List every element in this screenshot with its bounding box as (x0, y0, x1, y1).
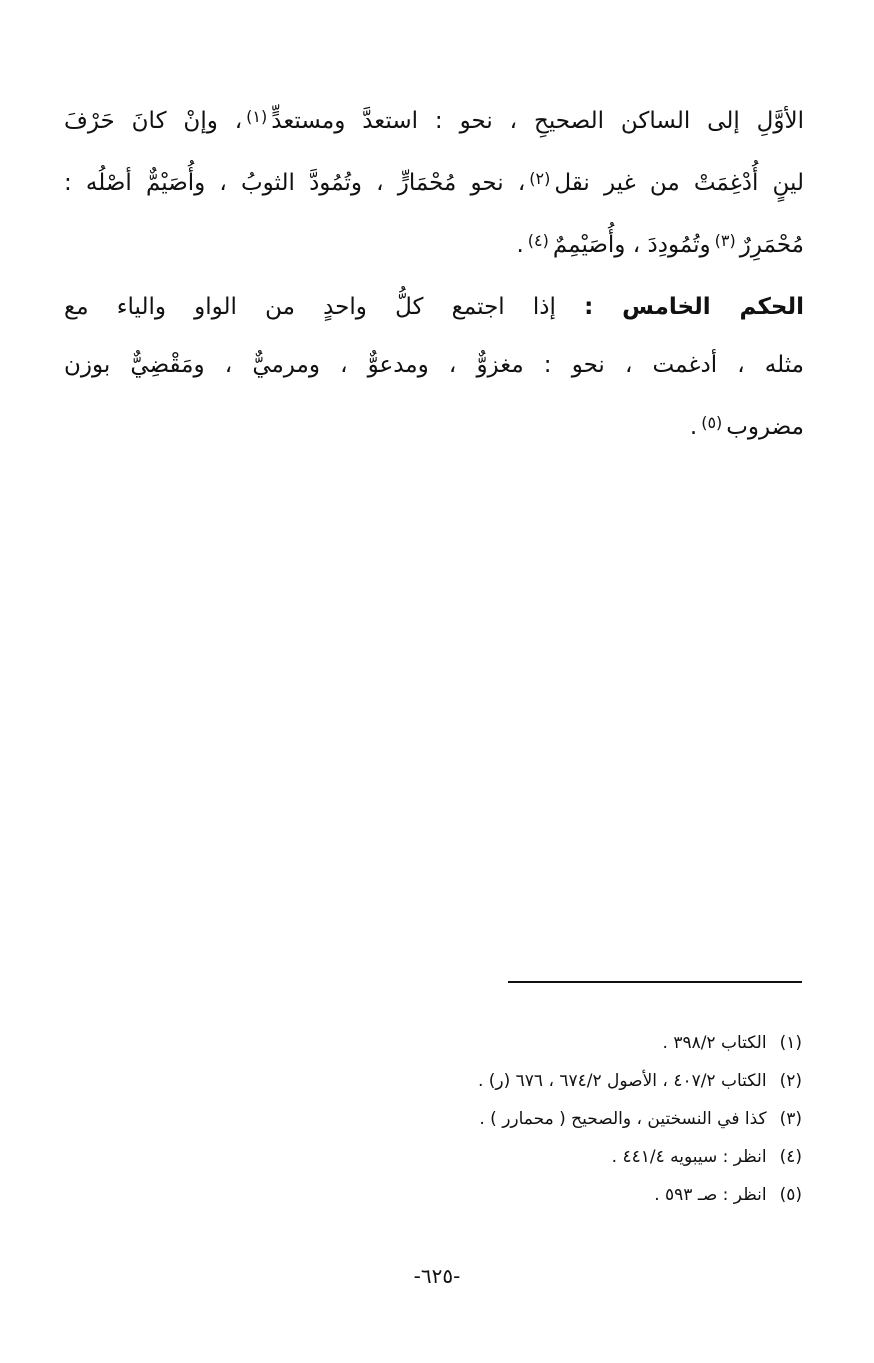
footnote-number: (٣) (779, 1109, 802, 1129)
text-run: ، نحو مُحْمَارٍّ ، وتُمُودَّ الثوبُ ، وأُصَيْمٌّ أصْلُه : (64, 170, 526, 196)
footnote-text: كذا في النسختين ، والصحيح ( محمارر ) . (479, 1109, 767, 1129)
paragraph-1 (64, 88, 804, 274)
footnote-item (282, 1176, 802, 1214)
text-run: مُحْمَرِرٌ (739, 232, 804, 258)
section-heading: الحكم الخامس : (584, 294, 804, 320)
text-run: مضروب (726, 414, 804, 440)
footnote-number: (٤) (779, 1147, 802, 1167)
footnote-number: (١) (779, 1033, 802, 1053)
footnote-separator (508, 981, 802, 983)
footnote-text: الكتاب ٣٩٨/٢ . (662, 1033, 767, 1053)
footnote-ref-2: (٢) (529, 169, 551, 188)
footnote-item (282, 1024, 802, 1062)
text-run: . (689, 414, 698, 440)
footnote-ref-3: (٣) (714, 231, 736, 250)
paragraph-1-line-2 (64, 150, 804, 212)
main-text (64, 88, 804, 460)
footnote-text: انظر : سيبويه ٤٤١/٤ . (611, 1147, 767, 1167)
footnote-ref-4: (٤) (527, 231, 549, 250)
paragraph-1-line-1 (64, 88, 804, 150)
footnote-item (282, 1100, 802, 1138)
footnote-item (282, 1138, 802, 1176)
footnotes-list (282, 1024, 802, 1214)
footnote-text: الكتاب ٤٠٧/٢ ، الأصول ٦٧٤/٢ ، ٦٧٦ (ر) . (477, 1071, 767, 1091)
text-run: . (516, 232, 524, 258)
footnote-number: (٥) (779, 1185, 802, 1205)
footnote-number: (٢) (779, 1071, 802, 1091)
text-run: إذا اجتمع كلُّ واحدٍ من الواو والياء مع (64, 294, 556, 320)
footnote-ref-5: (٥) (701, 413, 723, 432)
paragraph-2-line-2 (64, 336, 804, 394)
paragraph-1-line-3 (64, 212, 804, 274)
paragraph-2-line-1 (64, 278, 804, 336)
text-run: لينٍ أُدْغِمَتْ من غير نقل (554, 170, 805, 196)
text-run: ، وإنْ كانَ حَرْفَ (64, 108, 243, 134)
footnote-item (282, 1062, 802, 1100)
page-number: -٦٢٥- (413, 1264, 461, 1288)
text-run: مثله ، أدغمت ، نحو : مغزوٌّ ، ومدعوٌّ ، ومرميٌّ ، ومَقْضِيٌّ بوزن (64, 352, 804, 378)
footnote-text: انظر : صـ ٥٩٣ . (654, 1185, 767, 1205)
paragraph-2-line-3 (64, 394, 804, 456)
text-run: الأوَّلِ إلى الساكن الصحيحِ ، نحو : استعدَّ ومستعدٍّ (271, 108, 804, 134)
text-run: وتُمُودِدَ ، وأُصَيْمِمٌ (552, 232, 711, 258)
footnote-ref-1: (١) (246, 107, 268, 126)
paragraph-2 (64, 278, 804, 456)
